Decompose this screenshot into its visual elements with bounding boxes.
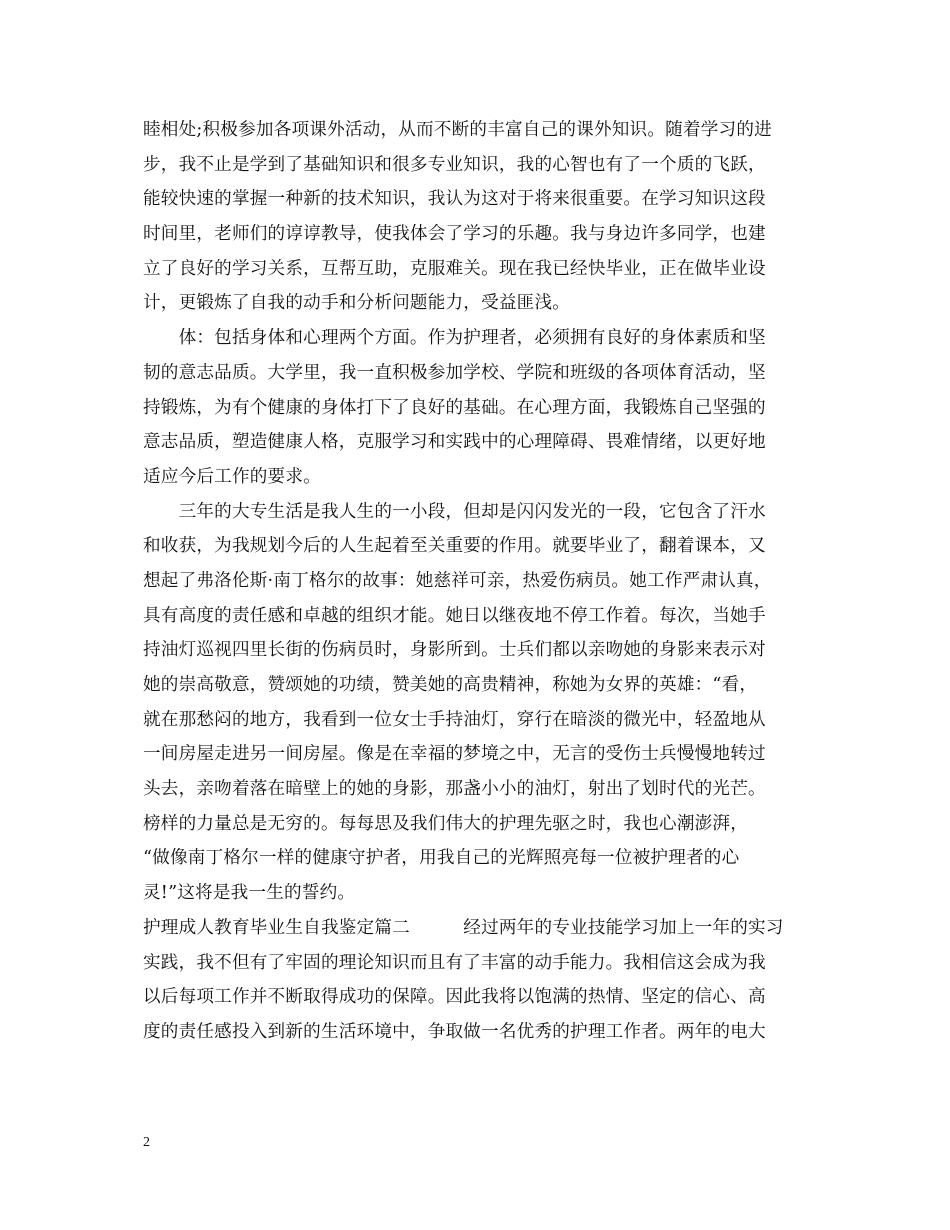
text-line: 能较快速的掌握一种新的技术知识，我认为这对于将来很重要。在学习知识这段 [143, 189, 766, 210]
text-line: 适应今后工作的要求。 [143, 466, 321, 487]
text-line: 时间里，老师们的谆谆教导，使我体会了学习的乐趣。我与身边许多同学，也建 [143, 224, 766, 245]
text-line: 一间房屋走进另一间房屋。像是在幸福的梦境之中，无言的受伤士兵慢慢地转过 [143, 744, 766, 765]
text-line: 三年的大专生活是我人生的一小段，但却是闪闪发光的一段，它包含了汗水 [143, 501, 766, 522]
text-line: “做像南丁格尔一样的健康守护者，用我自己的光辉照亮每一位被护理者的心 [143, 848, 740, 869]
text-line: 度的责任感投入到新的生活环境中，争取做一名优秀的护理工作者。两年的电大 [143, 1021, 766, 1042]
text-line: 她的崇高敬意，赞颂她的功绩，赞美她的高贵精神，称她为女界的英雄：“看， [143, 675, 758, 695]
page-number: 2 [143, 1135, 150, 1150]
text-line: 立了良好的学习关系，互帮互助，克服难关。现在我已经快毕业，正在做毕业设 [143, 258, 766, 279]
text-line: 韧的意志品质。大学里，我一直积极参加学校、学院和班级的各项体育活动，坚 [143, 362, 766, 383]
text-line: 计，更锻炼了自我的动手和分析问题能力，受益匪浅。 [143, 293, 571, 314]
section-heading-line: 护理成人教育毕业生自我鉴定篇二 经过两年的专业技能学习加上一年的实习 [143, 917, 784, 938]
text-line: 和收获，为我规划今后的人生起着至关重要的作用。就要毕业了，翻着课本，又 [143, 536, 766, 557]
text-line: 想起了弗洛伦斯·南丁格尔的故事：她慈祥可亲，热爱伤病员。她工作严肃认真， [143, 570, 772, 591]
text-line: 意志品质，塑造健康人格，克服学习和实践中的心理障碍、畏难情绪，以更好地 [143, 432, 766, 453]
text-line: 灵!”这将是我一生的誓约。 [143, 883, 356, 904]
text-line: 具有高度的责任感和卓越的组织才能。她日以继夜地不停工作着。每次，当她手 [143, 605, 766, 626]
text-line: 榜样的力量总是无穷的。每每思及我们伟大的护理先驱之时，我也心潮澎湃， [143, 813, 748, 834]
text-line: 以后每项工作并不断取得成功的保障。因此我将以饱满的热情、坚定的信心、高 [143, 987, 766, 1008]
text-line: 实践，我不但有了牢固的理论知识而且有了丰富的动手能力。我相信这会成为我 [143, 952, 766, 973]
text-line: 步，我不止是学到了基础知识和很多专业知识，我的心智也有了一个质的飞跃， [143, 154, 766, 175]
text-line: 头去，亲吻着落在暗壁上的她的身影，那盏小小的油灯，射出了划时代的光芒。 [143, 779, 766, 800]
text-line: 就在那愁闷的地方，我看到一位女士手持油灯，穿行在暗淡的微光中，轻盈地从 [143, 709, 766, 730]
body-text [143, 113, 823, 1050]
text-line: 体：包括身体和心理两个方面。作为护理者，必须拥有良好的身体素质和坚 [143, 328, 766, 349]
text-line: 持锻炼，为有个健康的身体打下了良好的基础。在心理方面，我锻炼自己坚强的 [143, 397, 766, 418]
text-line: 睦相处;积极参加各项课外活动，从而不断的丰富自己的课外知识。随着学习的进 [143, 120, 772, 140]
text-line: 持油灯巡视四里长街的伤病员时，身影所到。士兵们都以亲吻她的身影来表示对 [143, 640, 766, 661]
